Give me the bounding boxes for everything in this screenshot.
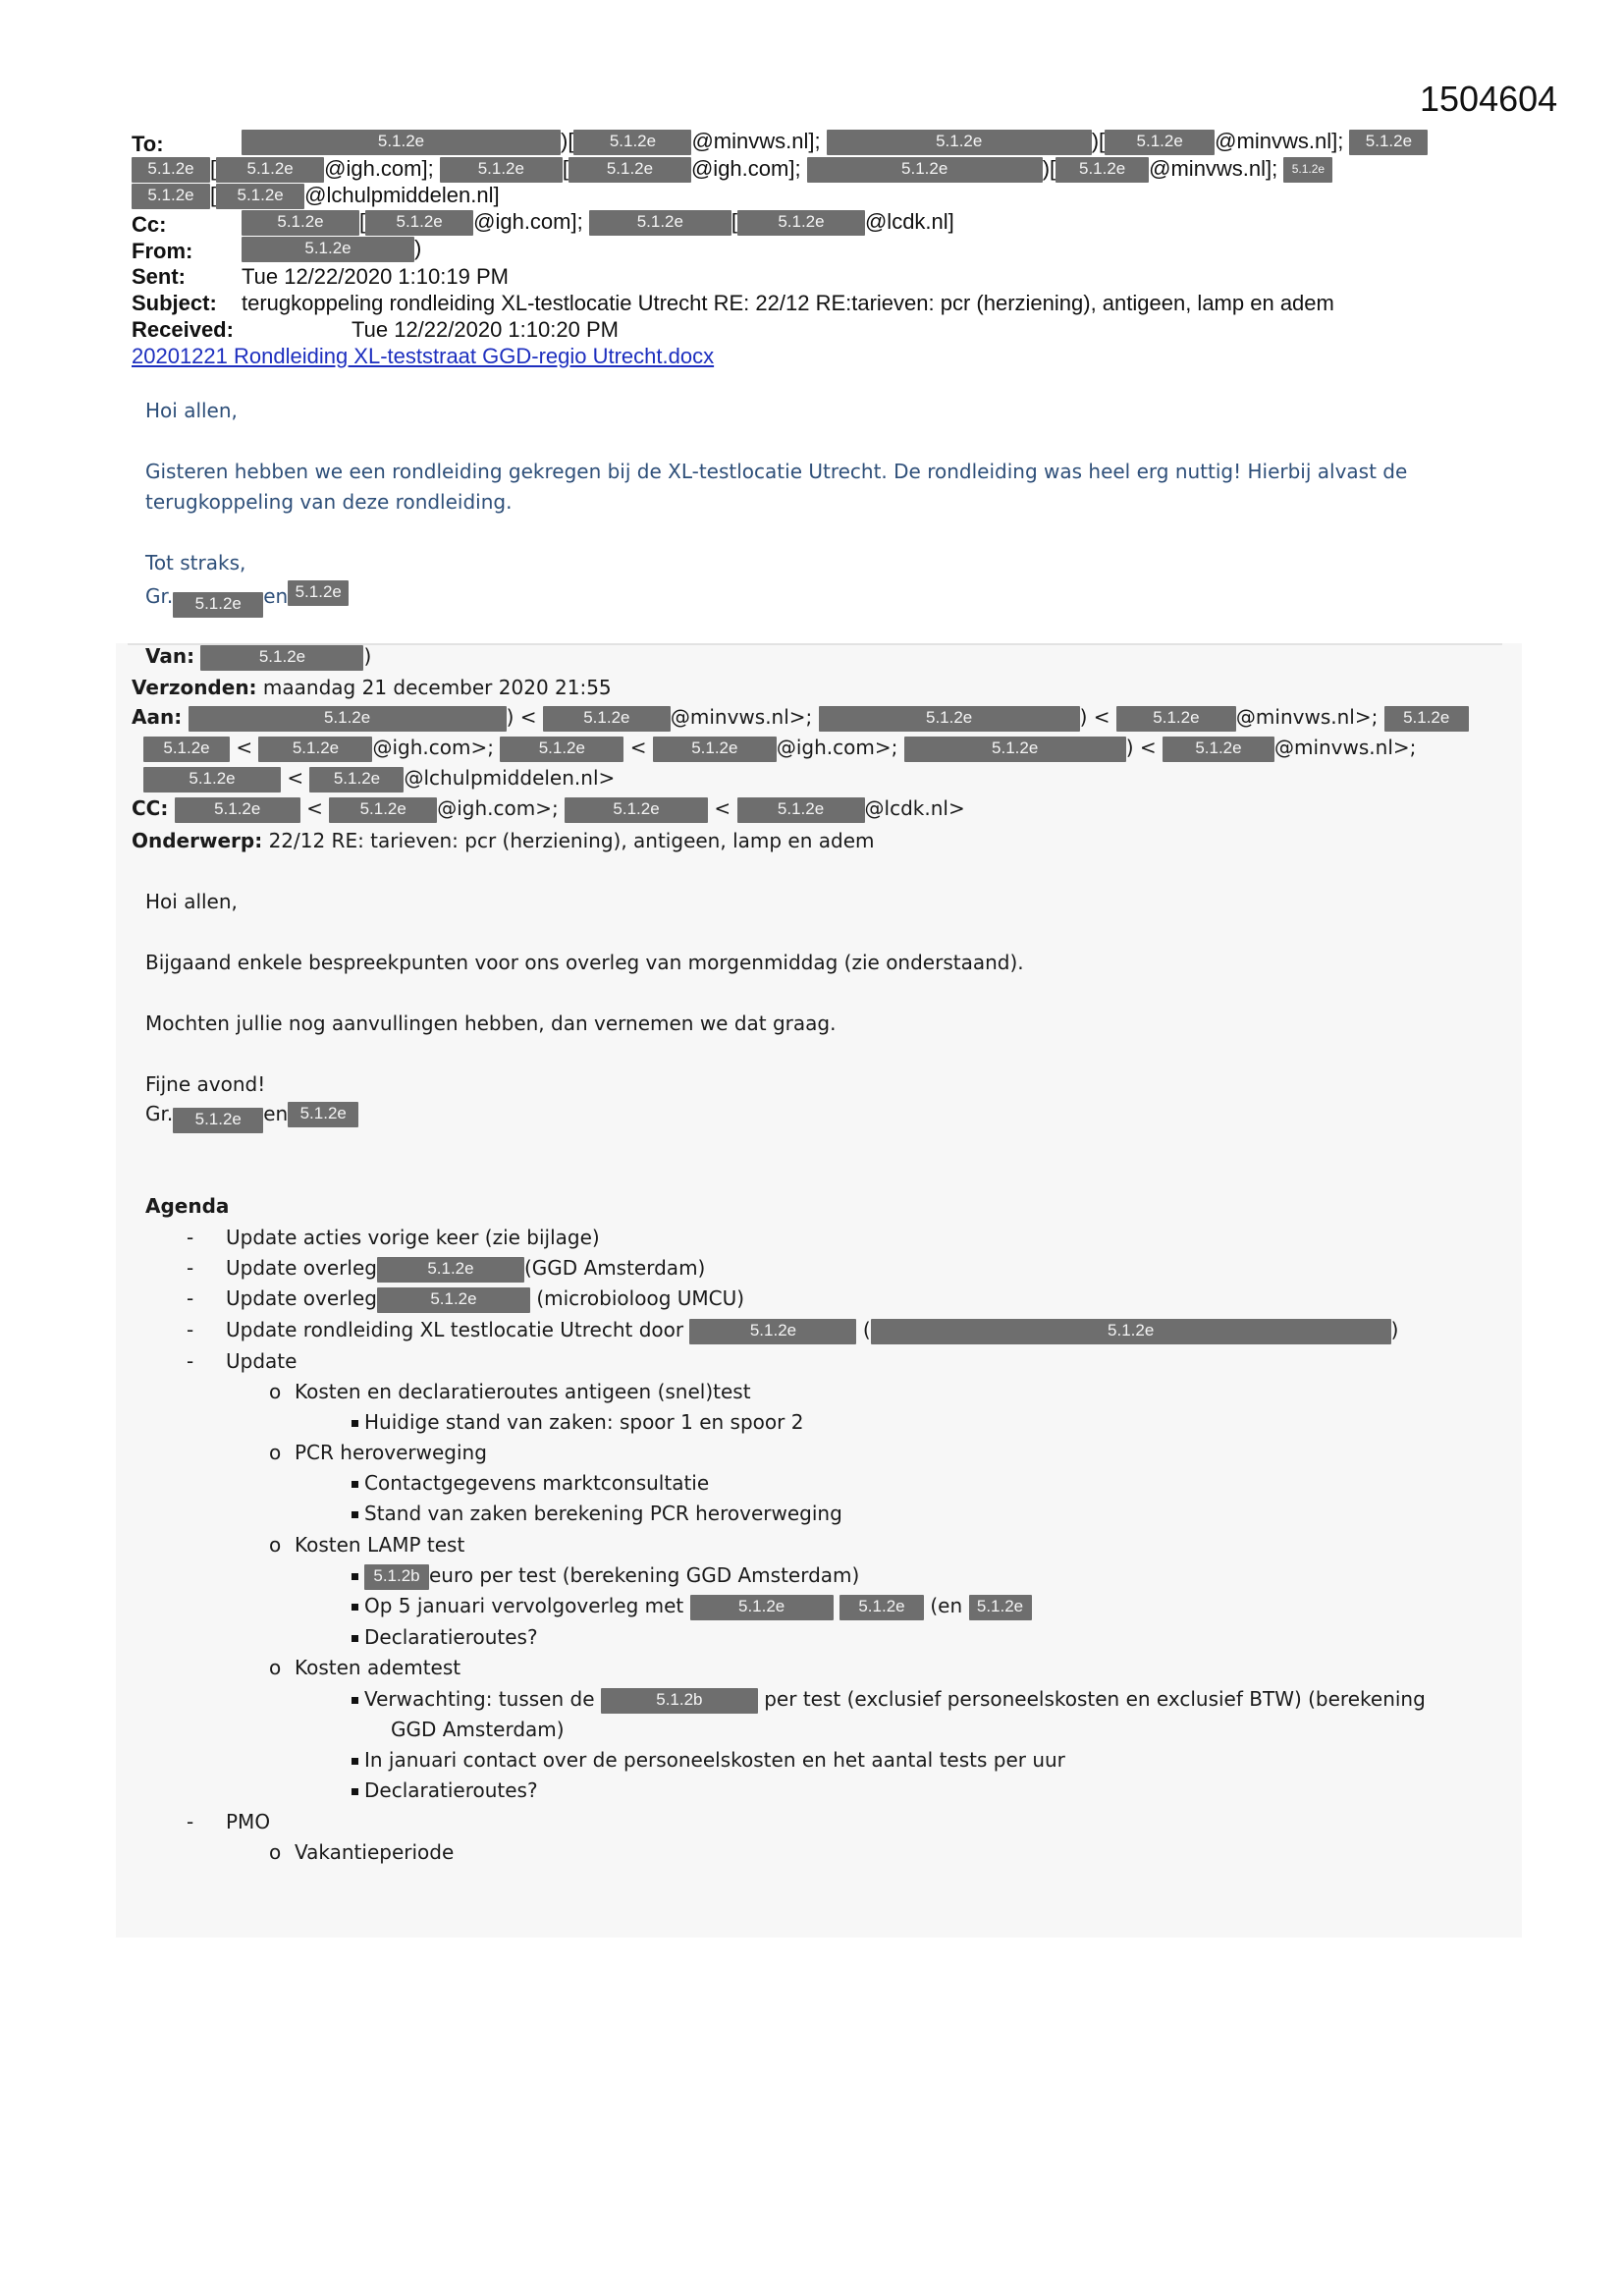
redaction: 5.1.2e [737, 797, 865, 823]
redaction: 5.1.2e [175, 797, 300, 823]
agenda-item-4: Update rondleiding XL testlocatie Utrecht door 5.1.2e ( 5.1.2e ) [226, 1318, 1398, 1344]
redaction: 5.1.2e [365, 210, 473, 236]
redaction: 5.1.2e [329, 797, 437, 823]
cc-label: Cc: [132, 212, 167, 237]
aan-line-3: 5.1.2e < 5.1.2e @lchulpmiddelen.nl> [143, 766, 615, 793]
redaction: 5.1.2e [309, 767, 404, 793]
sub-item-vakantie: Vakantieperiode [295, 1840, 455, 1864]
redaction: 5.1.2e [653, 737, 777, 762]
redaction: 5.1.2e [1056, 157, 1149, 183]
redaction: 5.1.2e [1283, 157, 1332, 183]
document-number: 1504604 [1420, 79, 1558, 119]
redaction: 5.1.2e [568, 157, 691, 183]
received-value: Tue 12/22/2020 1:10:20 PM [352, 317, 619, 342]
redaction: 5.1.2e [737, 210, 865, 236]
subsub-item: In januari contact over de personeelskosten en het aantal tests per uur [352, 1748, 1065, 1772]
reply-signature: Gr. 5.1.2e en 5.1.2e [145, 580, 349, 618]
van-line: Van: 5.1.2e ) [145, 644, 371, 671]
sent-value: Tue 12/22/2020 1:10:19 PM [242, 264, 509, 289]
attachment-link[interactable]: 20201221 Rondleiding XL-teststraat GGD-regio Utrecht.docx [132, 344, 715, 368]
reply-paragraph-line-2: terugkoppeling van deze rondleiding. [145, 490, 513, 514]
redaction: 5.1.2e [242, 130, 561, 155]
redaction: 5.1.2e [216, 184, 304, 209]
redaction: 5.1.2e [143, 767, 281, 793]
to-line-2: 5.1.2e [ 5.1.2e @igh.com]; 5.1.2e [ 5.1.2e @igh.com]; 5.1.2e )[ 5.1.2e @minvws.nl]; 5.1.2e [132, 155, 1332, 183]
to-line-1: 5.1.2e )[ 5.1.2e @minvws.nl]; 5.1.2e )[ 5.1.2e @minvws.nl]; 5.1.2e [242, 128, 1428, 155]
aan-line-2: 5.1.2e < 5.1.2e @igh.com>; 5.1.2e < 5.1.2e @igh.com>; 5.1.2e ) < 5.1.2e @minvws.nl>; [143, 736, 1416, 762]
from-label: From: [132, 239, 193, 263]
redaction: 5.1.2b [601, 1688, 758, 1714]
sent-label: Sent: [132, 264, 186, 289]
sub-item-ademtest: Kosten ademtest [295, 1656, 461, 1679]
dash-bullet: - [187, 1256, 194, 1280]
verzonden-line: Verzonden: maandag 21 december 2020 21:55 [132, 676, 612, 699]
orig-closing: Fijne avond! [145, 1072, 266, 1096]
redaction: 5.1.2e [258, 737, 372, 762]
received-label: Received: [132, 317, 234, 342]
redaction: 5.1.2e [377, 1257, 524, 1283]
subsub-item: 5.1.2b euro per test (berekening GGD Amsterdam) [352, 1563, 859, 1590]
redaction: 5.1.2e [819, 706, 1080, 732]
redaction: 5.1.2e [589, 210, 731, 236]
redaction: 5.1.2e [216, 157, 324, 183]
to-label: To: [132, 132, 164, 156]
dash-bullet: - [187, 1226, 194, 1249]
dash-bullet: - [187, 1286, 194, 1310]
dash-bullet: - [187, 1318, 194, 1341]
square-bullet [352, 1758, 358, 1765]
reply-greeting: Hoi allen, [145, 399, 238, 422]
cc-line: 5.1.2e [ 5.1.2e @igh.com]; 5.1.2e [ 5.1.2e @lcdk.nl] [242, 208, 954, 236]
redaction: 5.1.2e [1105, 130, 1215, 155]
agenda-item-6: PMO [226, 1810, 271, 1833]
redaction: 5.1.2e [827, 130, 1092, 155]
subsub-item: Op 5 januari vervolgoverleg met 5.1.2e 5.1.2e (en 5.1.2e [352, 1594, 1032, 1620]
redaction: 5.1.2e [1349, 130, 1428, 155]
redaction: 5.1.2e [173, 1108, 263, 1133]
orig-paragraph-1: Bijgaand enkele bespreekpunten voor ons overleg van morgenmiddag (zie onderstaand). [145, 951, 1024, 974]
redaction: 5.1.2e [690, 1595, 834, 1620]
subsub-item: Verwachting: tussen de 5.1.2b per test (exclusief personeelskosten en exclusief BTW) (berekening [352, 1687, 1426, 1714]
subsub-item: Huidige stand van zaken: spoor 1 en spoor 2 [352, 1410, 803, 1434]
sub-item-antigeen: Kosten en declaratieroutes antigeen (snel)test [295, 1380, 751, 1403]
redaction: 5.1.2e [969, 1595, 1032, 1620]
redaction: 5.1.2e [189, 706, 507, 732]
subsub-item: Stand van zaken berekening PCR heroverweging [352, 1502, 842, 1525]
redaction: 5.1.2e [440, 157, 563, 183]
redaction: 5.1.2e [242, 237, 414, 262]
subsub-item: Contactgegevens marktconsultatie [352, 1471, 709, 1495]
orig-paragraph-2: Mochten jullie nog aanvullingen hebben, dan vernemen we dat graag. [145, 1011, 837, 1035]
square-bullet [352, 1481, 358, 1488]
square-bullet [352, 1788, 358, 1795]
dash-bullet: - [187, 1349, 194, 1373]
subject-value: terugkoppeling rondleiding XL-testlocatie Utrecht RE: 22/12 RE:tarieven: pcr (herziening), antigeen, lamp en adem [242, 291, 1334, 315]
agenda-item-5: Update [226, 1349, 298, 1373]
square-bullet [352, 1635, 358, 1642]
to-line-3: 5.1.2e [ 5.1.2e @lchulpmiddelen.nl] [132, 182, 500, 209]
redaction: 5.1.2e [200, 645, 363, 671]
circle-bullet: o [269, 1533, 282, 1557]
redaction: 5.1.2e [242, 210, 359, 236]
from-line: 5.1.2e ) [242, 235, 421, 262]
agenda-item-2: Update overleg 5.1.2e (GGD Amsterdam) [226, 1256, 705, 1283]
redaction: 5.1.2e [689, 1319, 856, 1344]
redaction: 5.1.2e [288, 580, 349, 606]
aan-line-1: Aan: 5.1.2e ) < 5.1.2e @minvws.nl>; 5.1.2e ) < 5.1.2e @minvws.nl>; 5.1.2e [132, 705, 1469, 732]
agenda-item-1: Update acties vorige keer (zie bijlage) [226, 1226, 600, 1249]
redaction: 5.1.2e [543, 706, 671, 732]
cc-line-forwarded: CC: 5.1.2e < 5.1.2e @igh.com>; 5.1.2e < 5.1.2e @lcdk.nl> [132, 796, 965, 823]
subsub-item-continued: GGD Amsterdam) [391, 1718, 565, 1741]
redaction: 5.1.2e [839, 1595, 924, 1620]
agenda-item-3: Update overleg 5.1.2e (microbioloog UMCU) [226, 1286, 744, 1313]
redaction: 5.1.2e [1116, 706, 1236, 732]
subsub-item: Declaratieroutes? [352, 1778, 538, 1802]
reply-paragraph-line-1: Gisteren hebben we een rondleiding gekregen bij de XL-testlocatie Utrecht. De rondleiding was heel erg nuttig! Hierbij alvast de [145, 460, 1408, 483]
circle-bullet: o [269, 1656, 282, 1679]
circle-bullet: o [269, 1380, 282, 1403]
redaction: 5.1.2e [377, 1287, 530, 1313]
redaction: 5.1.2b [364, 1564, 429, 1590]
redaction: 5.1.2e [173, 592, 263, 618]
agenda-title: Agenda [145, 1194, 230, 1218]
dash-bullet: - [187, 1810, 194, 1833]
circle-bullet: o [269, 1441, 282, 1464]
redaction: 5.1.2e [143, 737, 230, 762]
redaction: 5.1.2e [573, 130, 691, 155]
sub-item-pcr: PCR heroverweging [295, 1441, 487, 1464]
redaction: 5.1.2e [871, 1319, 1391, 1344]
onderwerp-line: Onderwerp: 22/12 RE: tarieven: pcr (herziening), antigeen, lamp en adem [132, 829, 875, 852]
orig-signature: Gr. 5.1.2e en 5.1.2e [145, 1102, 358, 1133]
subsub-item: Declaratieroutes? [352, 1625, 538, 1649]
square-bullet [352, 1420, 358, 1427]
redaction: 5.1.2e [1384, 706, 1469, 732]
redaction: 5.1.2e [288, 1102, 358, 1127]
subject-label: Subject: [132, 291, 217, 315]
square-bullet [352, 1511, 358, 1518]
redaction: 5.1.2e [904, 737, 1126, 762]
redaction: 5.1.2e [565, 797, 708, 823]
square-bullet [352, 1697, 358, 1704]
redaction: 5.1.2e [1163, 737, 1274, 762]
square-bullet [352, 1604, 358, 1611]
orig-greeting: Hoi allen, [145, 890, 238, 913]
reply-closing: Tot straks, [145, 551, 246, 574]
redaction: 5.1.2e [807, 157, 1043, 183]
circle-bullet: o [269, 1840, 282, 1864]
redaction: 5.1.2e [132, 184, 210, 209]
redaction: 5.1.2e [132, 157, 210, 183]
sub-item-lamp: Kosten LAMP test [295, 1533, 465, 1557]
redaction: 5.1.2e [500, 737, 623, 762]
square-bullet [352, 1573, 358, 1580]
